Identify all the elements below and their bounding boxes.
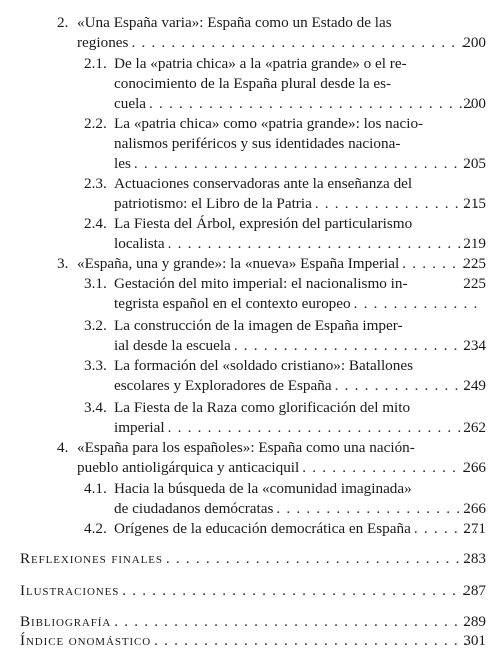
section-line bbox=[20, 612, 486, 632]
dot-leader bbox=[302, 458, 478, 478]
entry-line: Hacia la búsqueda de la «comunidad imaginada» bbox=[114, 480, 412, 497]
toc-entry bbox=[57, 13, 486, 53]
dot-leader bbox=[315, 194, 478, 214]
page-number: 283 bbox=[463, 550, 486, 567]
entry-line: «España para los españoles»: España como una nación- bbox=[77, 439, 415, 456]
page-number: 249 bbox=[463, 377, 486, 394]
entry-line: pueblo antioligárquica y anticaciquil . . . bbox=[77, 458, 486, 478]
entry-line: «España, una y grande»: la «nueva» España Imperial . . . bbox=[77, 254, 486, 274]
entry-number: 4. bbox=[57, 439, 69, 456]
entry-line: localista . . . bbox=[114, 234, 486, 254]
dot-leader bbox=[335, 376, 479, 396]
page-number: 225 bbox=[463, 255, 486, 272]
toc-entry bbox=[84, 214, 486, 254]
entry-line: cuela . . . bbox=[114, 94, 486, 114]
toc-entry bbox=[84, 316, 486, 356]
page-number: 266 bbox=[463, 500, 486, 517]
toc-entry bbox=[84, 519, 486, 539]
toc-entry bbox=[57, 438, 486, 478]
entry-line: escolares y Exploradores de España . . . bbox=[114, 376, 486, 396]
toc-section bbox=[20, 581, 486, 601]
dot-leader bbox=[134, 154, 473, 174]
entry-line: tegrista español en el contexto europeo . . . bbox=[114, 294, 486, 314]
dot-leader bbox=[149, 94, 473, 114]
page-number: 215 bbox=[463, 195, 486, 212]
dot-leader bbox=[166, 549, 474, 569]
entry-number: 2.3. bbox=[84, 175, 107, 192]
entry-number: 3.3. bbox=[84, 357, 107, 374]
entry-line: La Fiesta del Árbol, expresión del particularismo bbox=[114, 215, 413, 232]
entry-line: nalismos periféricos y sus identidades naciona- bbox=[114, 135, 401, 152]
dot-leader bbox=[168, 418, 474, 438]
section-title: Bibliografía bbox=[20, 613, 112, 630]
toc-entry bbox=[84, 54, 486, 114]
section-line bbox=[20, 549, 486, 569]
toc-entry bbox=[84, 398, 486, 438]
entry-line: de ciudadanos demócratas . . . bbox=[114, 499, 486, 519]
section-line bbox=[20, 631, 486, 651]
entry-number: 4.2. bbox=[84, 520, 107, 537]
toc-section bbox=[20, 612, 486, 632]
dot-leader bbox=[354, 294, 480, 314]
entry-number: 4.1. bbox=[84, 480, 107, 497]
entry-line: imperial . . . bbox=[114, 418, 486, 438]
entry-number: 3.2. bbox=[84, 317, 107, 334]
page-number: 200 bbox=[463, 95, 486, 112]
entry-line: Actuaciones conservadoras ante la enseñanza del bbox=[114, 175, 413, 192]
page-number: 205 bbox=[463, 155, 486, 172]
dot-leader bbox=[122, 581, 472, 601]
entry-line: regiones . . . bbox=[77, 33, 486, 53]
dot-leader bbox=[154, 631, 473, 651]
toc-entry bbox=[84, 114, 486, 174]
toc-entry bbox=[57, 254, 486, 274]
entry-line: La construcción de la imagen de España imper- bbox=[114, 317, 403, 334]
entry-line: les . . . bbox=[114, 154, 486, 174]
entry-line: De la «patria chica» a la «patria grande» o el re- bbox=[114, 55, 407, 72]
entry-number: 3.1. bbox=[84, 275, 107, 292]
page-number: 225 bbox=[463, 275, 486, 292]
page-number: 287 bbox=[463, 582, 486, 599]
entry-line: La «patria chica» como «patria grande»: los nacio- bbox=[114, 115, 424, 132]
page-number: 200 bbox=[463, 34, 486, 51]
section-title: Índice onomástico bbox=[20, 632, 152, 649]
toc-section bbox=[20, 549, 486, 569]
section-title: Ilustraciones bbox=[20, 582, 120, 599]
entry-line: La formación del «soldado cristiano»: Batallones bbox=[114, 357, 414, 374]
entry-line: Orígenes de la educación democrática en España . . . bbox=[114, 519, 486, 539]
entry-number: 2. bbox=[57, 14, 69, 31]
entry-line: conocimiento de la España plural desde la es- bbox=[114, 75, 392, 92]
page-number: 266 bbox=[463, 459, 486, 476]
toc-entry bbox=[84, 479, 486, 519]
page-number: 234 bbox=[463, 337, 486, 354]
entry-number: 2.2. bbox=[84, 115, 107, 132]
section-line bbox=[20, 581, 486, 601]
entry-line: Gestación del mito imperial: el nacionalismo in- bbox=[114, 275, 408, 292]
page-number: 271 bbox=[463, 520, 486, 537]
dot-leader bbox=[234, 336, 476, 356]
entry-number: 2.4. bbox=[84, 215, 107, 232]
section-title: Reflexiones finales bbox=[20, 550, 163, 567]
entry-line: ial desde la escuela . . . bbox=[114, 336, 486, 356]
entry-number: 3. bbox=[57, 255, 69, 272]
page-number: 301 bbox=[463, 632, 486, 649]
toc-entry bbox=[84, 174, 486, 214]
dot-leader bbox=[114, 612, 472, 632]
page-number: 289 bbox=[463, 613, 486, 630]
entry-line: «Una España varia»: España como un Estado de las bbox=[77, 14, 392, 31]
page-number: 219 bbox=[463, 235, 486, 252]
page-number: 262 bbox=[463, 419, 486, 436]
entry-line: La Fiesta de la Raza como glorificación del mito bbox=[114, 399, 411, 416]
entry-number: 3.4. bbox=[84, 399, 107, 416]
dot-leader bbox=[276, 499, 477, 519]
dot-leader bbox=[168, 234, 474, 254]
toc-section bbox=[20, 631, 486, 651]
entry-number: 2.1. bbox=[84, 55, 107, 72]
toc-entry bbox=[84, 356, 486, 396]
toc-entry bbox=[84, 274, 486, 314]
dot-leader bbox=[131, 33, 472, 53]
entry-line: patriotismo: el Libro de la Patria . . . bbox=[114, 194, 486, 214]
